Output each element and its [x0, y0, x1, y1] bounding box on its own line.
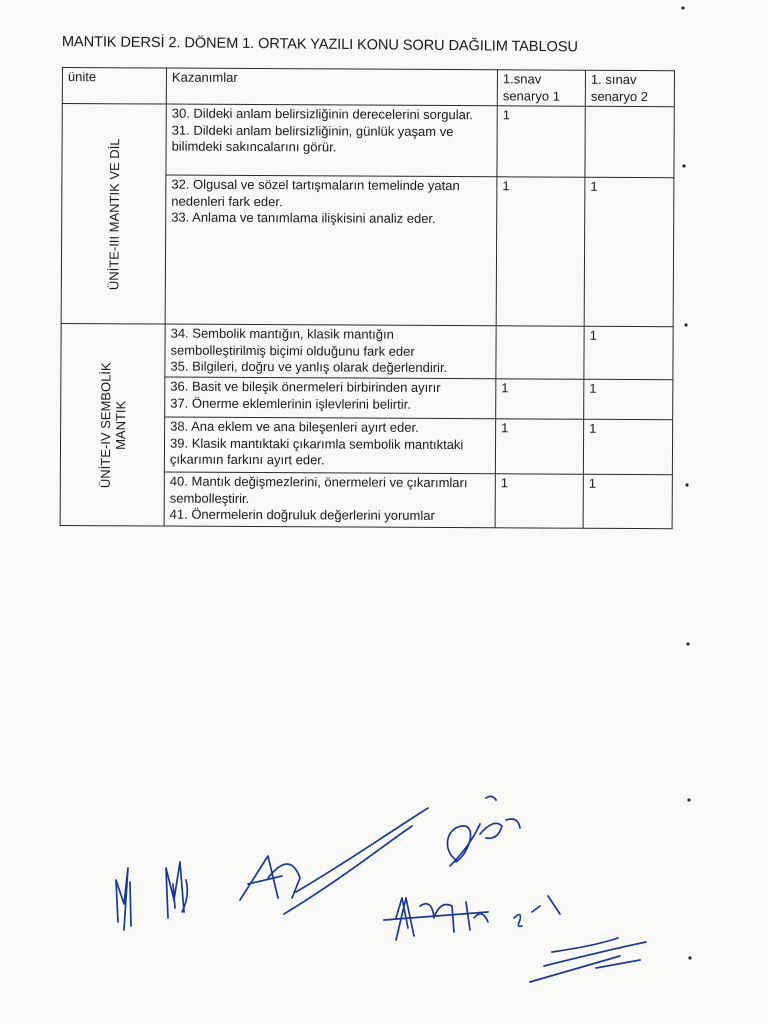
signature-3	[240, 808, 428, 914]
header-scenario-1: 1.snav senaryo 1	[497, 70, 585, 107]
signature-7	[530, 938, 646, 982]
scenario-2-cell: 1	[584, 177, 674, 326]
outcome-text: 32. Olgusal ve sözel tartışmaların temelinde yatan nedenleri fark eder. 33. Anlama ve tanımlama ilişkisini analiz eder.	[171, 176, 460, 227]
header-outcomes: Kazanımlar	[166, 68, 497, 106]
outcome-text: 40. Mantık değişmezlerini, önermeleri ve çıkarımları sembolleştirir. 41. Önermelerin doğruluk değerlerini yorumlar	[169, 473, 468, 524]
scenario-1-cell: 1	[497, 106, 585, 177]
scenario-1-cell: 1	[495, 474, 583, 528]
scenario-2-cell: 1	[584, 379, 673, 419]
unit-label-4-line-2: MANTIK	[112, 400, 128, 450]
scenario-1-cell: 1	[496, 379, 584, 419]
document-title: MANTIK DERSİ 2. DÖNEM 1. ORTAK YAZILI KONU SORU DAĞILIM TABLOSU	[61, 34, 578, 56]
signature-6	[514, 896, 560, 926]
header-scenario-2: 1. sınav senaryo 2	[585, 70, 674, 107]
outcome-text: 38. Ana eklem ve ana bileşenleri ayırt eder. 39. Klasik mantıktaki çıkarımla sembolik mantıktaki çıkarımın farkını ayırt eder.	[169, 418, 464, 468]
outcome-text: 30. Dildeki anlam belirsizliğinin derecelerini sorgular. 31. Dildeki anlam belirsizliğinin, günlük yaşam ve bilimdeki sakıncalarını görür.	[171, 105, 474, 155]
unit-label-3: ÜNİTE-III MANTIK VE DİL	[105, 138, 122, 290]
signature-2	[166, 862, 187, 918]
signature-1	[116, 868, 131, 930]
scenario-1-cell: 1	[495, 419, 583, 474]
signature-4	[447, 796, 520, 866]
outcome-text: 36. Basit ve bileşik önermeleri birbirinden ayırır 37. Önerme eklemlerinin işlevlerini belirtir.	[170, 378, 441, 412]
scenario-2-cell: 1	[583, 419, 672, 474]
signature-5	[384, 898, 488, 940]
scan-dots	[681, 6, 691, 959]
scenario-2-cell: 1	[584, 326, 673, 379]
header-unit: ünite	[62, 68, 166, 105]
outcome-text: 34. Sembolik mantığın, klasik mantığın sembolleştirilmiş biçimi olduğunu fark eder 35. Bilgileri, doğru ve yanlış olarak değerlendirir.	[170, 325, 448, 376]
unit-label-4-line-1: ÜNİTE-IV SEMBOLİK	[97, 362, 113, 488]
scenario-2-cell: 1	[583, 474, 672, 528]
scenario-1-cell: 1	[496, 177, 585, 326]
